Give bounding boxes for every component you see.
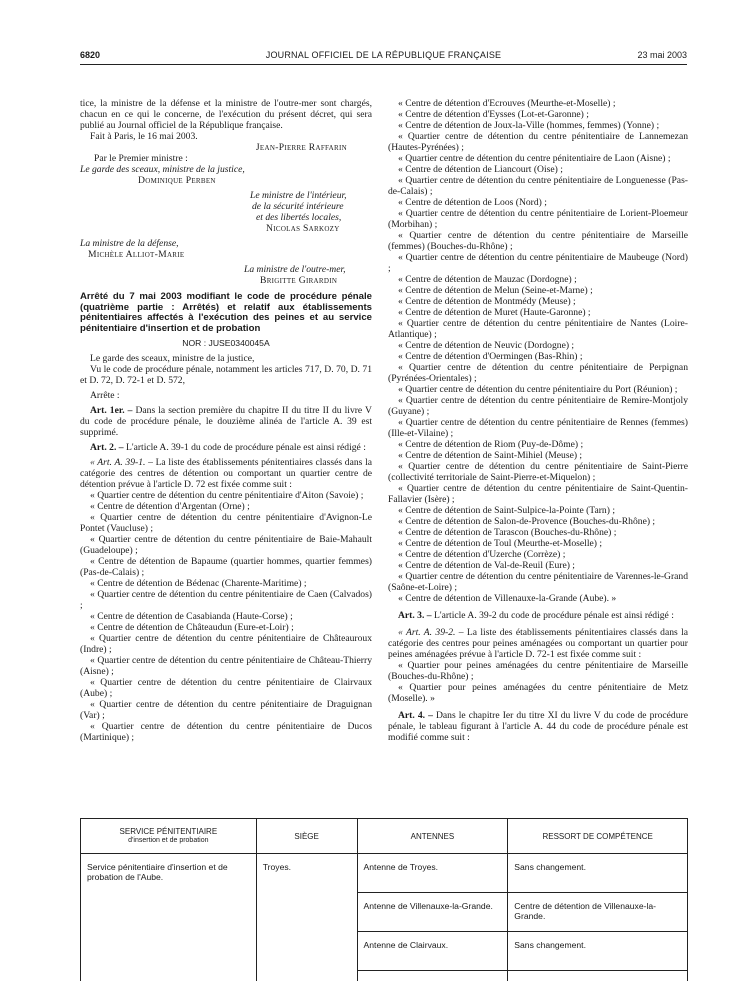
list-item: « Centre de détention de Salon-de-Provence (Bouches-du-Rhône) ; bbox=[398, 516, 656, 527]
list-item: « Quartier centre de détention du centre pénitentiaire de Lannemezan (Hautes-Pyrénées) ; bbox=[388, 131, 688, 153]
list-item: « Centre de détention de Tarascon (Bouches-du-Rhône) ; bbox=[398, 527, 617, 538]
article-a39-2-text: La liste des établissements pénitentiaires classés dans la catégorie des centres pour peines aménagées ou comportant un quartier pour peines aménagées prévue à l'article D. 72-1 est fixée comme suit : bbox=[388, 627, 689, 660]
table-header-row bbox=[81, 819, 688, 854]
list-item: « Quartier centre de détention du centre pénitentiaire de Châteauroux (Indre) ; bbox=[80, 633, 372, 655]
list-item: « Centre de détention de Neuvic (Dordogne) ; bbox=[398, 340, 575, 351]
nor-reference: NOR : JUSE0340045A bbox=[182, 338, 270, 348]
list-item: « Quartier centre de détention du centre pénitentiaire d'Aiton (Savoie) ; bbox=[90, 490, 364, 501]
list-item: « Quartier centre de détention du centre pénitentiaire de Ducos (Martinique) ; bbox=[80, 721, 372, 743]
article-1 bbox=[80, 405, 372, 438]
list-item: « Quartier centre de détention du centre pénitentiaire de Draguignan (Var) ; bbox=[80, 699, 372, 721]
list-item: « Quartier centre de détention du centre pénitentiaire de Laon (Aisne) ; bbox=[398, 153, 671, 164]
list-item: « Quartier centre de détention du centre pénitentiaire de Saint-Pierre (collectivité territoriale de Saint-Pierre-et-Miquelon) ; bbox=[388, 461, 688, 483]
list-item: « Centre de détention de Toul (Meurthe-et-Moselle) ; bbox=[398, 538, 603, 549]
article-a39-1-label: « Art. A. 39-1. – bbox=[90, 457, 153, 468]
interior-minister-name: Nicolas Sarkozy bbox=[266, 223, 340, 234]
cell-antenne: Antenne de Clairvaux. bbox=[357, 932, 508, 971]
list-item: « Centre de détention de Melun (Seine-et-Marne) ; bbox=[398, 285, 593, 296]
left-column bbox=[80, 98, 372, 743]
list-item: « Centre de détention d'Oermingen (Bas-Rhin) ; bbox=[398, 351, 583, 362]
article-2-text: L'article A. 39-1 du code de procédure pénale est ainsi rédigé : bbox=[125, 442, 366, 453]
defense-minister-title: La ministre de la défense, bbox=[80, 238, 179, 249]
article-3-label: Art. 3. – bbox=[398, 610, 432, 621]
article-3-text: L'article A. 39-2 du code de procédure pénale est ainsi rédigé : bbox=[433, 610, 674, 621]
article-a39-2 bbox=[388, 627, 688, 660]
list-item: « Centre de détention de Val-de-Reuil (Eure) ; bbox=[398, 560, 575, 571]
list-item: « Quartier centre de détention du centre pénitentiaire de Saint-Quentin-Fallavier (Isère) ; bbox=[388, 483, 688, 505]
article-2-label: Art. 2. – bbox=[90, 442, 124, 453]
preamble-minister: Le garde des sceaux, ministre de la justice, bbox=[90, 353, 255, 364]
list-item: « Centre de détention de Saint-Sulpice-la-Pointe (Tarn) ; bbox=[398, 505, 615, 516]
list-item: « Centre de détention de Bapaume (quartier hommes, quartier femmes) (Pas-de-Calais) ; bbox=[80, 556, 372, 578]
justice-minister-title: Le garde des sceaux, ministre de la justice, bbox=[80, 164, 245, 175]
cell-service: Service pénitentiaire d'insertion et de probation de l'Aube. bbox=[81, 854, 257, 982]
list-item: « Quartier centre de détention du centre pénitentiaire de Rennes (femmes) (Ille-et-Vilaine) ; bbox=[388, 417, 688, 439]
list-item: « Quartier centre de détention du centre pénitentiaire de Château-Thierry (Aisne) ; bbox=[80, 655, 372, 677]
list-item: « Centre de détention de Loos (Nord) ; bbox=[398, 197, 547, 208]
list-item: « Quartier centre de détention du centre pénitentiaire de Lorient-Ploemeur (Morbihan) ; bbox=[388, 208, 688, 230]
pm-by: Par le Premier ministre : bbox=[94, 153, 188, 164]
article-1-text: Dans la section première du chapitre II du titre II du livre V du code de procédure pénale, le douzième alinéa de l'article A. 39 est supprimé. bbox=[80, 405, 372, 438]
interior-minister-title-3: et des libertés locales, bbox=[256, 212, 342, 223]
list-item: « Quartier centre de détention du centre pénitentiaire de Clairvaux (Aube) ; bbox=[80, 677, 372, 699]
list-item: « Centre de détention de Riom (Puy-de-Dôme) ; bbox=[398, 439, 584, 450]
cell-antenne: Antenne de Villenauxe-la-Grande. bbox=[357, 893, 508, 932]
right-column bbox=[388, 98, 688, 743]
list-item: « Quartier centre de détention du centre pénitentiaire de Marseille (femmes) (Bouches-du-Rhône) ; bbox=[388, 230, 688, 252]
list-item: « Centre de détention de Mauzac (Dordogne) ; bbox=[398, 274, 577, 285]
article-4 bbox=[388, 710, 688, 743]
decree-closing-paragraph: tice, la ministre de la défense et la ministre de l'outre-mer sont chargés, chacun en ce qui le concerne, de l'exécution du présent décret, qui sera publié au Journal officiel de la République française. bbox=[80, 98, 372, 131]
preamble-visa: Vu le code de procédure pénale, notamment les articles 717, D. 70, D. 71 et D. 72, D. 72-1 et D. 572, bbox=[80, 364, 372, 386]
pm-signature: Jean-Pierre Raffarin bbox=[255, 142, 347, 153]
list-item: « Quartier centre de détention du centre pénitentiaire du Port (Réunion) ; bbox=[398, 384, 678, 395]
list-item: « Centre de détention de Montmédy (Meuse) ; bbox=[398, 296, 576, 307]
list-item: « Centre de détention de Liancourt (Oise) ; bbox=[398, 164, 563, 175]
interior-minister-title-1: Le ministre de l'intérieur, bbox=[250, 190, 347, 201]
list-item: « Centre de détention de Châteaudun (Eure-et-Loir) ; bbox=[90, 622, 294, 633]
list-item: « Quartier centre de détention du centre pénitentiaire de Caen (Calvados) ; bbox=[80, 589, 372, 611]
article-1-label: Art. 1er. – bbox=[90, 405, 133, 416]
list-item: « Centre de détention de Saint-Mihiel (Meuse) ; bbox=[398, 450, 583, 461]
article-4-text: Dans le chapitre Ier du titre XI du livre V du code de procédure pénale, le tableau figurant à l'article A. 44 du code de procédure pénale est modifié comme suit : bbox=[388, 710, 688, 743]
table-row bbox=[81, 854, 688, 893]
list-item: « Quartier centre de détention du centre pénitentiaire de Remire-Montjoly (Guyane) ; bbox=[388, 395, 688, 417]
article-a39-1 bbox=[80, 457, 372, 490]
header-antennes: ANTENNES bbox=[357, 819, 508, 854]
list-item: « Quartier centre de détention du centre pénitentiaire de Longuenesse (Pas-de-Calais) ; bbox=[388, 175, 688, 197]
list-item: « Quartier centre de détention du centre pénitentiaire de Perpignan (Pyrénées-Orientales) ; bbox=[388, 362, 688, 384]
header-ressort: RESSORT DE COMPÉTENCE bbox=[508, 819, 688, 854]
list-item: « Centre de détention de Bédenac (Charente-Maritime) ; bbox=[90, 578, 307, 589]
article-4-label: Art. 4. – bbox=[398, 710, 433, 721]
article-a39-1-text: La liste des établissements pénitentiaires classés dans la catégorie des centres de détention ou comportant un quartier centre de détention prévue à l'article D. 72 est fixée comme suit : bbox=[80, 457, 372, 490]
spip-table bbox=[80, 818, 688, 981]
list-item: « Centre de détention de Casabianda (Haute-Corse) ; bbox=[90, 611, 293, 622]
arrete-title: Arrêté du 7 mai 2003 modifiant le code de procédure pénale (quatrième partie : Arrêtés) et relatif aux établissements pénitentiaires affectés à l'exécution des peines et au service pénitentiaire d'insertion et de probation bbox=[80, 291, 372, 334]
outremer-minister-name: Brigitte Girardin bbox=[260, 275, 338, 286]
article-2 bbox=[80, 442, 372, 453]
list-item: « Quartier pour peines aménagées du centre pénitentiaire de Marseille (Bouches-du-Rhône) ; bbox=[388, 660, 688, 682]
list-item: « Centre de détention d'Uzerche (Corrèze) ; bbox=[398, 549, 566, 560]
page-number: 6820 bbox=[80, 50, 101, 60]
list-item: « Centre de détention d'Ecrouves (Meurthe-et-Moselle) ; bbox=[398, 98, 616, 109]
header-service-line1: SERVICE PÉNITENTIAIRE bbox=[119, 827, 218, 836]
done-at: Fait à Paris, le 16 mai 2003. bbox=[90, 131, 198, 142]
interior-minister-title-2: de la sécurité intérieure bbox=[252, 201, 344, 212]
list-item: « Quartier centre de détention du centre pénitentiaire de Baie-Mahault (Guadeloupe) ; bbox=[80, 534, 372, 556]
cell-ressort: Centre de détention de Villenauxe-la-Grande. bbox=[508, 893, 688, 932]
cell-ressort: Sans changement. bbox=[508, 854, 688, 893]
defense-minister-name: Michèle Alliot-Marie bbox=[88, 249, 185, 260]
list-item: « Centre de détention de Villenauxe-la-Grande (Aube). » bbox=[398, 593, 617, 604]
header-service-line2: d'insertion et de probation bbox=[128, 837, 209, 844]
list-item: « Quartier centre de détention du centre pénitentiaire de Nantes (Loire-Atlantique) ; bbox=[388, 318, 688, 340]
cell-antenne: Antenne de Troyes. bbox=[357, 854, 508, 893]
list-item: « Centre de détention de Joux-la-Ville (hommes, femmes) (Yonne) ; bbox=[398, 120, 660, 131]
list-item: « Centre de détention d'Eysses (Lot-et-Garonne) ; bbox=[398, 109, 589, 120]
justice-minister-name: Dominique Perben bbox=[138, 175, 216, 186]
list-item: « Centre de détention d'Argentan (Orne) ; bbox=[90, 501, 250, 512]
list-item: « Quartier centre de détention du centre pénitentiaire d'Avignon-Le Pontet (Vaucluse) ; bbox=[80, 512, 372, 534]
list-item: « Quartier centre de détention du centre pénitentiaire de Maubeuge (Nord) ; bbox=[388, 252, 688, 274]
cell-ressort: Sans changement. bbox=[508, 932, 688, 971]
page-header bbox=[80, 50, 687, 65]
outremer-minister-title: La ministre de l'outre-mer, bbox=[244, 264, 346, 275]
article-a39-2-label: « Art. A. 39-2. – bbox=[398, 627, 464, 638]
list-item: « Quartier centre de détention du centre pénitentiaire de Varennes-le-Grand (Saône-et-Loire) ; bbox=[388, 571, 688, 593]
header-siege: SIÈGE bbox=[256, 819, 357, 854]
article-3 bbox=[388, 610, 688, 621]
list-item: « Centre de détention de Muret (Haute-Garonne) ; bbox=[398, 307, 591, 318]
journal-title: JOURNAL OFFICIEL DE LA RÉPUBLIQUE FRANÇAISE bbox=[265, 50, 502, 60]
list-item: « Quartier pour peines aménagées du centre pénitentiaire de Metz (Moselle). » bbox=[388, 682, 688, 704]
header-service bbox=[81, 819, 257, 854]
issue-date: 23 mai 2003 bbox=[637, 50, 687, 60]
cell-siege: Troyes. bbox=[256, 854, 357, 982]
arrete-heading: Arrête : bbox=[90, 390, 120, 401]
